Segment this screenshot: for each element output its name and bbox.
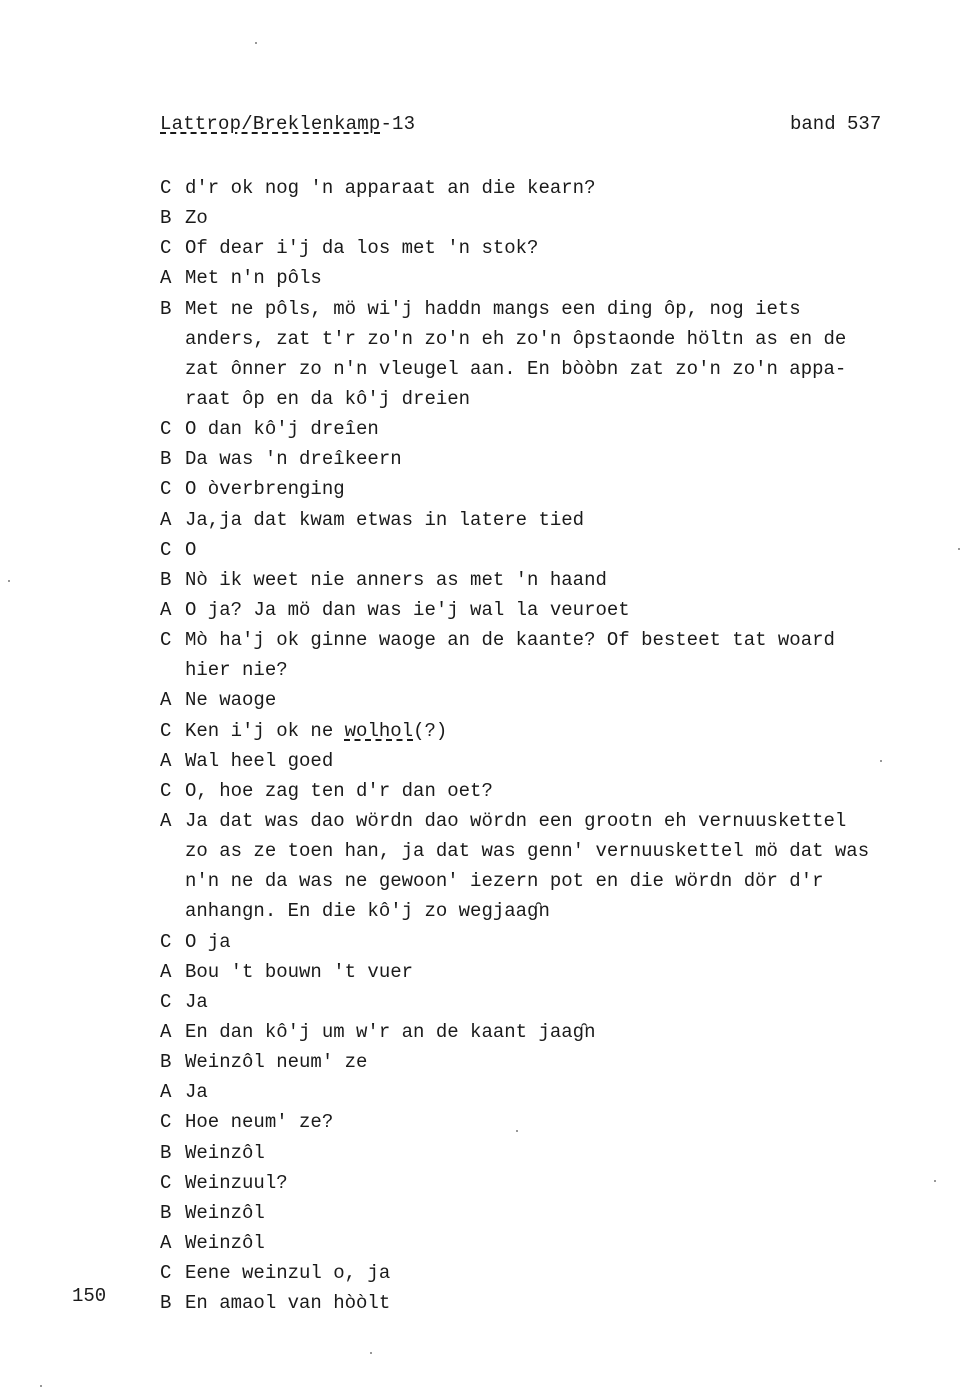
underlined-word: wolhol	[344, 719, 414, 742]
transcript-line	[160, 233, 940, 263]
transcript-line	[160, 866, 940, 896]
speaker-label	[160, 836, 185, 866]
margin-line-number: 150	[72, 1285, 107, 1307]
scan-speck	[370, 1352, 372, 1354]
transcript-line	[160, 505, 940, 535]
transcript	[160, 173, 940, 1318]
transcript-line	[160, 565, 940, 595]
utterance-text: Ja,ja dat kwam etwas in latere tied	[185, 508, 585, 531]
utterance-text: O òverbrenging	[185, 478, 345, 501]
utterance-text: En dan kô'j um w'r an de kaant jaag̑n	[185, 1020, 596, 1043]
page-title	[160, 113, 415, 135]
speaker-label: C	[160, 1111, 172, 1134]
speaker-label: A	[160, 1020, 172, 1043]
transcript-line	[160, 655, 940, 685]
transcript-line	[160, 836, 940, 866]
utterance-text: Ne waoge	[185, 689, 277, 712]
utterance-text: anders, zat t'r zo'n zo'n eh zo'n ôpstaonde höltn as en de	[185, 327, 847, 350]
band-label: band 537	[790, 113, 882, 135]
speaker-label: C	[160, 478, 172, 501]
transcript-line	[160, 414, 940, 444]
transcript-line	[160, 474, 940, 504]
transcript-line	[160, 1258, 940, 1288]
speaker-label: B	[160, 1051, 172, 1074]
utterance-text: anhangn. En die kô'j zo wegjaag̑n	[185, 900, 550, 923]
speaker-label: C	[160, 177, 172, 199]
speaker-label	[160, 354, 185, 384]
scan-speck	[958, 548, 960, 550]
speaker-label: B	[160, 1292, 172, 1315]
utterance-text: d'r ok nog 'n apparaat an die kearn?	[185, 177, 596, 199]
transcript-line	[160, 1198, 940, 1228]
speaker-label	[160, 384, 185, 414]
utterance-text: Zo	[185, 207, 208, 230]
scan-speck	[8, 580, 10, 582]
speaker-label: C	[160, 1262, 172, 1285]
speaker-label: A	[160, 749, 172, 772]
utterance-text	[185, 716, 940, 746]
utterance-text: Weinzôl	[185, 1141, 265, 1164]
transcript-line	[160, 1138, 940, 1168]
utterance-text: Ja dat was dao wördn dao wördn een grootn eh vernuuskettel	[185, 809, 847, 832]
speaker-label: B	[160, 568, 172, 591]
speaker-label: A	[160, 598, 172, 621]
utterance-text: zat ônner zo n'n vleugel aan. En bòòbn zat zo'n zo'n appa-	[185, 357, 847, 380]
utterance-text: zo as ze toen han, ja dat was genn' vernuuskettel mö dat was	[185, 840, 870, 863]
utterance-text: Da was 'n dreîkeern	[185, 448, 402, 471]
transcript-line	[160, 294, 940, 324]
transcript-line	[160, 263, 940, 293]
utterance-text: raat ôp en da kô'j dreien	[185, 387, 471, 410]
scan-speck	[40, 1385, 42, 1387]
transcript-line	[160, 203, 940, 233]
scan-speck	[880, 760, 882, 762]
speaker-label: C	[160, 418, 172, 441]
speaker-label: C	[160, 990, 172, 1013]
transcript-line	[160, 927, 940, 957]
speaker-label	[160, 896, 185, 926]
utterance-text: O dan kô'j dreîen	[185, 418, 379, 441]
speaker-label: A	[160, 689, 172, 712]
utterance-text: Ja	[185, 990, 208, 1013]
transcript-line	[160, 987, 940, 1017]
transcript-line	[160, 1168, 940, 1198]
utterance-text: En amaol van hòòlt	[185, 1292, 391, 1315]
transcript-line	[160, 716, 940, 746]
speaker-label: C	[160, 538, 172, 561]
transcript-line	[160, 1077, 940, 1107]
transcript-line	[160, 896, 940, 926]
utterance-text: O ja? Ja mö dan was ie'j wal la veuroet	[185, 598, 630, 621]
transcript-line	[160, 595, 940, 625]
speaker-label: C	[160, 1171, 172, 1194]
scan-speck	[255, 42, 257, 44]
speaker-label: C	[160, 719, 172, 742]
speaker-label: A	[160, 1081, 172, 1104]
speaker-label	[160, 655, 185, 685]
utterance-text: n'n ne da was ne gewoon' iezern pot en die wördn dör d'r	[185, 870, 824, 893]
utterance-text: Mò ha'j ok ginne waoge an de kaante? Of besteet tat woard	[185, 629, 835, 652]
utterance-text: Of dear i'j da los met 'n stok?	[185, 237, 539, 260]
speaker-label: B	[160, 448, 172, 471]
utterance-text: Weinzôl neum' ze	[185, 1051, 368, 1074]
speaker-label: A	[160, 267, 172, 290]
utterance-text: Hoe neum' ze?	[185, 1111, 334, 1134]
speaker-label: B	[160, 297, 172, 320]
utterance-text: hier nie?	[185, 659, 288, 682]
transcript-line	[160, 1047, 940, 1077]
speaker-label: C	[160, 629, 172, 652]
utterance-text: O	[185, 538, 197, 561]
transcript-line	[160, 444, 940, 474]
utterance-text: Wal heel goed	[185, 749, 334, 772]
utterance-text-after: (?)	[413, 719, 448, 742]
utterance-text: O, hoe zag ten d'r dan oet?	[185, 779, 493, 802]
speaker-label	[160, 324, 185, 354]
transcript-line	[160, 384, 940, 414]
speaker-label: A	[160, 960, 172, 983]
utterance-text: Met ne pôls, mö wi'j haddn mangs een ding ôp, nog iets	[185, 297, 801, 320]
speaker-label	[160, 866, 185, 896]
transcript-line	[160, 776, 940, 806]
scan-speck	[516, 1130, 518, 1132]
utterance-text: Weinzôl	[185, 1231, 265, 1254]
transcript-line	[160, 1228, 940, 1258]
transcript-line	[160, 625, 940, 655]
title-number: -13	[380, 113, 416, 135]
utterance-text: Met n'n pôls	[185, 267, 322, 290]
utterance-text-before: Ken i'j ok ne	[185, 719, 345, 742]
speaker-label: A	[160, 508, 172, 531]
utterance-text: Weinzôl	[185, 1201, 265, 1224]
speaker-label: C	[160, 930, 172, 953]
transcript-line	[160, 1107, 940, 1137]
scan-speck	[934, 1180, 936, 1182]
utterance-text: O ja	[185, 930, 231, 953]
transcript-line	[160, 1017, 940, 1047]
transcript-line	[160, 173, 940, 203]
utterance-text: Nò ik weet nie anners as met 'n haand	[185, 568, 607, 591]
utterance-text: Bou 't bouwn 't vuer	[185, 960, 414, 983]
transcript-line	[160, 1288, 940, 1318]
transcript-line	[160, 746, 940, 776]
speaker-label: B	[160, 207, 172, 230]
utterance-text: Ja	[185, 1081, 208, 1104]
speaker-label: A	[160, 809, 172, 832]
speaker-label: B	[160, 1141, 172, 1164]
transcript-line	[160, 806, 940, 836]
utterance-text: Eene weinzul o, ja	[185, 1262, 391, 1285]
transcript-line	[160, 354, 940, 384]
speaker-label: C	[160, 237, 172, 260]
transcript-line	[160, 957, 940, 987]
speaker-label: B	[160, 1201, 172, 1224]
transcript-line	[160, 324, 940, 354]
speaker-label: A	[160, 1231, 172, 1254]
transcript-line	[160, 535, 940, 565]
utterance-text: Weinzuul?	[185, 1171, 288, 1194]
transcript-line	[160, 685, 940, 715]
speaker-label: C	[160, 779, 172, 802]
title-location: Lattrop/Breklenkamp	[160, 113, 381, 135]
